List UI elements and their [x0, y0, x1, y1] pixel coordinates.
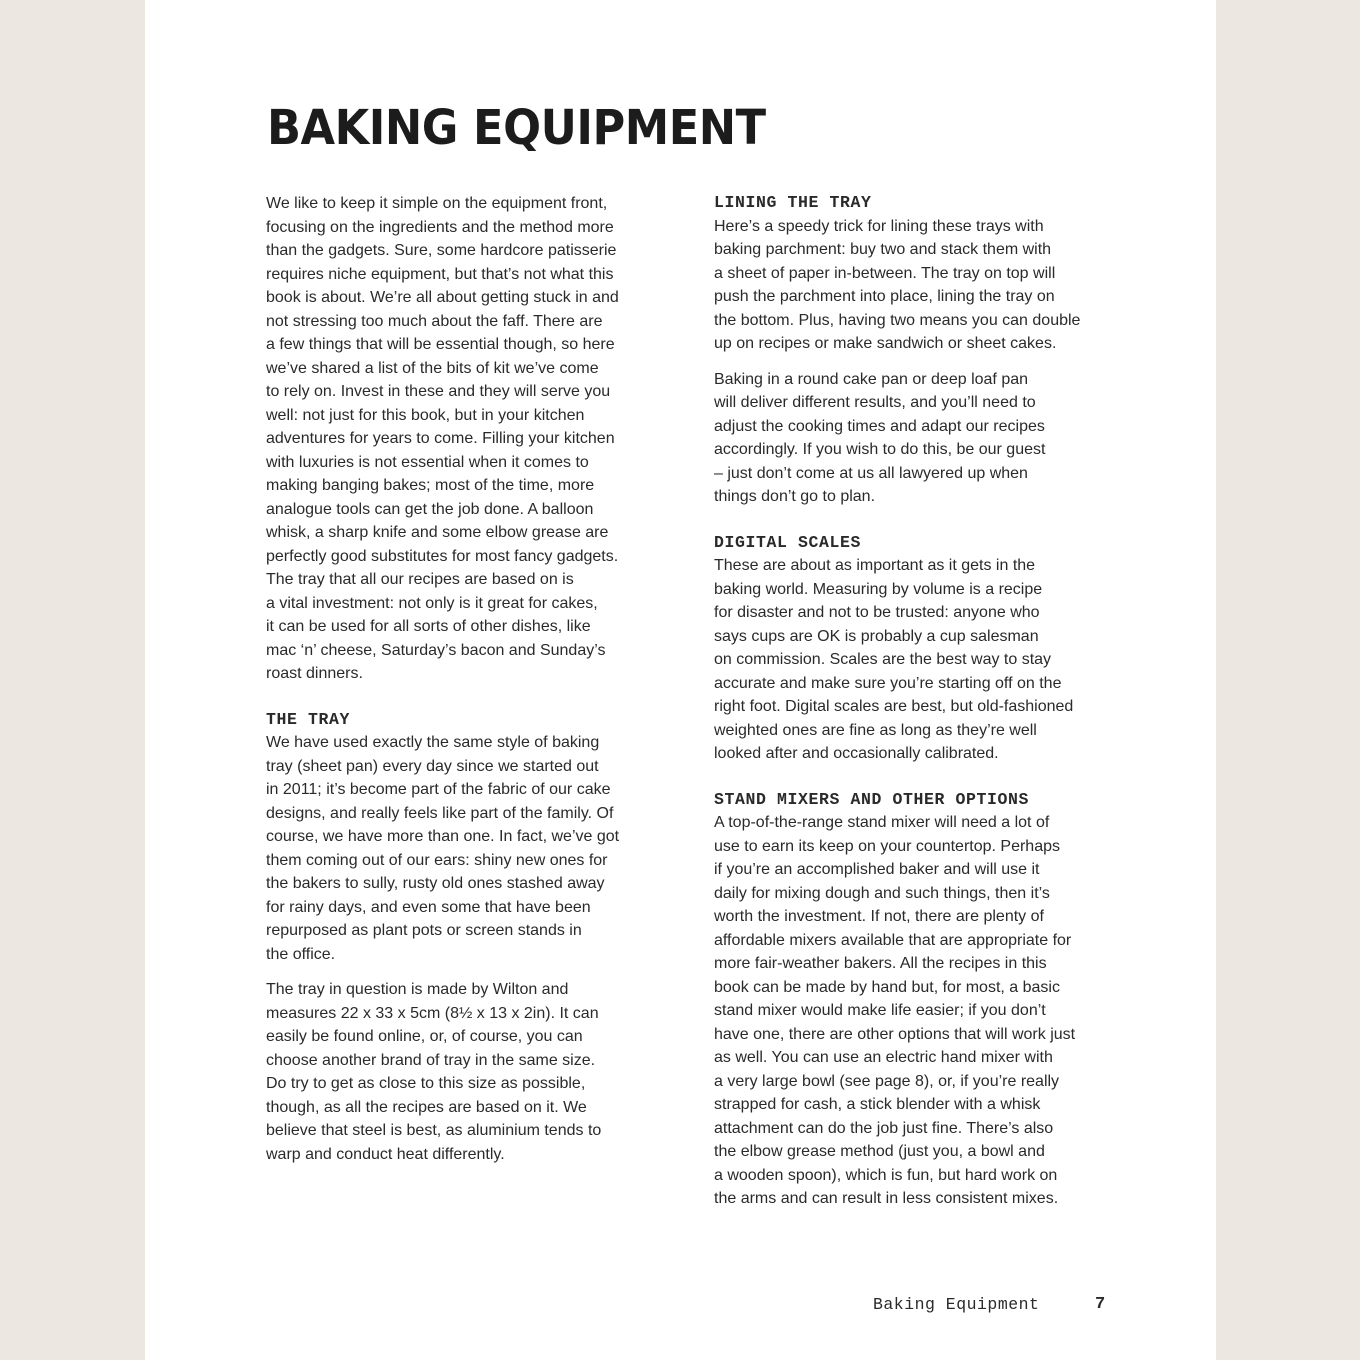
text-line: Baking in a round cake pan or deep loaf pan	[714, 370, 1029, 388]
text-line: tray (sheet pan) every day since we started out	[266, 757, 599, 775]
section-heading: DIGITAL SCALES	[714, 532, 862, 552]
text-line: analogue tools can get the job done. A balloon	[266, 500, 594, 518]
text-line: worth the investment. If not, there are plenty of	[714, 908, 1044, 925]
text-line: have one, there are other options that will work just	[714, 1025, 1076, 1043]
text-line: on commission. Scales are the best way to stay	[714, 651, 1052, 668]
right-column	[714, 191, 1114, 1223]
text-line: daily for mixing dough and such things, then it’s	[714, 884, 1050, 902]
text-line: requires niche equipment, but that’s not what this	[266, 265, 614, 283]
text-line: roast dinners.	[266, 665, 363, 682]
text-line: – just don’t come at us all lawyered up when	[714, 464, 1028, 482]
text-line: a wooden spoon), which is fun, but hard work on	[714, 1166, 1058, 1184]
text-line: We have used exactly the same style of baking	[266, 734, 600, 751]
text-line: right foot. Digital scales are best, but old-fashioned	[714, 698, 1074, 715]
section-the-tray	[266, 708, 666, 1167]
text-line: we’ve shared a list of the bits of kit we’ve come	[266, 359, 599, 377]
text-line: The tray in question is made by Wilton and	[266, 981, 569, 998]
text-line: more fair-weather bakers. All the recipes in this	[714, 955, 1047, 972]
text-line: A top-of-the-range stand mixer will need a lot of	[714, 814, 1050, 831]
text-line: than the gadgets. Sure, some hardcore patisserie	[266, 242, 617, 259]
section-lining-the-tray	[714, 191, 1114, 509]
body-paragraph	[266, 731, 666, 966]
text-line: whisk, a sharp knife and some elbow grease are	[266, 524, 609, 541]
text-line: Here’s a speedy trick for lining these trays with	[714, 217, 1044, 235]
text-line: adventures for years to come. Filling your kitchen	[266, 430, 615, 447]
text-line: the arms and can result in less consistent mixes.	[714, 1190, 1059, 1207]
text-line: up on recipes or make sandwich or sheet cakes.	[714, 335, 1057, 352]
text-line: the elbow grease method (just you, a bowl and	[714, 1143, 1045, 1160]
text-line: looked after and occasionally calibrated.	[714, 745, 999, 762]
text-line: push the parchment into place, lining the tray on	[714, 288, 1055, 305]
text-line: them coming out of our ears: shiny new ones for	[266, 851, 608, 869]
text-line: believe that steel is best, as aluminium tends to	[266, 1122, 602, 1139]
text-line: attachment can do the job just fine. There’s also	[714, 1119, 1054, 1137]
text-line: with luxuries is not essential when it comes to	[266, 453, 589, 471]
section-digital-scales	[714, 531, 1114, 766]
text-line: will deliver different results, and you’ll need to	[714, 394, 1036, 411]
intro-paragraph	[266, 192, 666, 686]
text-line: a vital investment: not only is it great for cakes,	[266, 594, 598, 612]
text-line: course, we have more than one. In fact, we’ve got	[266, 828, 620, 845]
text-line: use to earn its keep on your countertop. Perhaps	[714, 837, 1060, 855]
text-line: book is about. We’re all about getting stuck in and	[266, 289, 619, 306]
page-title: BAKING EQUIPMENT	[267, 100, 766, 156]
text-line: accordingly. If you wish to do this, be our guest	[714, 441, 1046, 458]
text-line: not stressing too much about the faff. There are	[266, 312, 603, 330]
text-line: weighted ones are fine as long as they’re well	[714, 721, 1037, 739]
text-line: measures 22 x 33 x 5cm (8½ x 13 x 2in). It can	[266, 1004, 599, 1022]
text-line: the bottom. Plus, having two means you can double	[714, 311, 1081, 329]
body-paragraph	[714, 811, 1114, 1211]
text-line: a sheet of paper in-between. The tray on top will	[714, 264, 1056, 282]
text-line: though, as all the recipes are based on it. We	[266, 1098, 587, 1116]
section-heading: LINING THE TRAY	[714, 193, 872, 212]
left-column	[266, 192, 666, 1178]
text-line: focusing on the ingredients and the method more	[266, 218, 614, 236]
text-line: choose another brand of tray in the same size.	[266, 1051, 596, 1069]
text-line: stand mixer would make life easier; if you don’t	[714, 1002, 1046, 1019]
text-line: easily be found online, or, of course, you can	[266, 1028, 583, 1045]
text-line: The tray that all our recipes are based on is	[266, 571, 574, 588]
text-line: as well. You can use an electric hand mixer with	[714, 1049, 1053, 1066]
body-paragraph	[266, 978, 666, 1166]
text-line: accurate and make sure you’re starting off on the	[714, 674, 1062, 692]
text-line: for disaster and not to be trusted: anyone who	[714, 604, 1040, 621]
text-line: a few things that will be essential though, so here	[266, 336, 615, 353]
section-heading: THE TRAY	[266, 709, 351, 729]
text-line: These are about as important as it gets in the	[714, 557, 1036, 574]
text-line: Do try to get as close to this size as possible,	[266, 1075, 586, 1092]
text-line: the bakers to sully, rusty old ones stashed away	[266, 875, 605, 892]
text-line: strapped for cash, a stick blender with a whisk	[714, 1096, 1041, 1113]
section-heading: STAND MIXERS AND OTHER OPTIONS	[714, 789, 1030, 809]
text-line: adjust the cooking times and adapt our recipes	[714, 417, 1045, 435]
text-line: a very large bowl (see page 8), or, if you’re really	[714, 1072, 1060, 1090]
body-paragraph	[714, 215, 1114, 356]
text-line: well: not just for this book, but in your kitchen	[266, 406, 585, 424]
text-line: affordable mixers available that are appropriate for	[714, 931, 1072, 949]
body-paragraph	[714, 368, 1114, 509]
running-footer: Baking Equipment	[873, 1295, 1040, 1314]
text-line: the office.	[266, 945, 336, 963]
section-stand-mixers	[714, 788, 1114, 1211]
text-line: repurposed as plant pots or screen stands in	[266, 922, 582, 939]
text-line: designs, and really feels like part of the family. Of	[266, 804, 614, 822]
text-line: warp and conduct heat differently.	[266, 1145, 505, 1163]
text-line: says cups are OK is probably a cup salesman	[714, 627, 1039, 645]
text-line: in 2011; it’s become part of the fabric of our cake	[266, 781, 611, 798]
text-line: baking world. Measuring by volume is a recipe	[714, 580, 1043, 598]
text-line: for rainy days, and even some that have been	[266, 898, 591, 916]
text-line: perfectly good substitutes for most fancy gadgets.	[266, 547, 619, 565]
text-line: book can be made by hand but, for most, a basic	[714, 978, 1060, 996]
text-line: We like to keep it simple on the equipment front,	[266, 195, 608, 212]
text-line: it can be used for all sorts of other dishes, like	[266, 618, 591, 635]
book-page	[145, 0, 1216, 1360]
text-line: to rely on. Invest in these and they will serve you	[266, 383, 611, 400]
body-paragraph	[714, 554, 1114, 766]
text-line: mac ‘n’ cheese, Saturday’s bacon and Sunday’s	[266, 641, 606, 659]
text-line: if you’re an accomplished baker and will use it	[714, 861, 1040, 878]
text-line: things don’t go to plan.	[714, 488, 876, 505]
page-number: 7	[1095, 1295, 1106, 1314]
text-line: making banging bakes; most of the time, more	[266, 477, 595, 494]
text-line: baking parchment: buy two and stack them with	[714, 241, 1052, 258]
